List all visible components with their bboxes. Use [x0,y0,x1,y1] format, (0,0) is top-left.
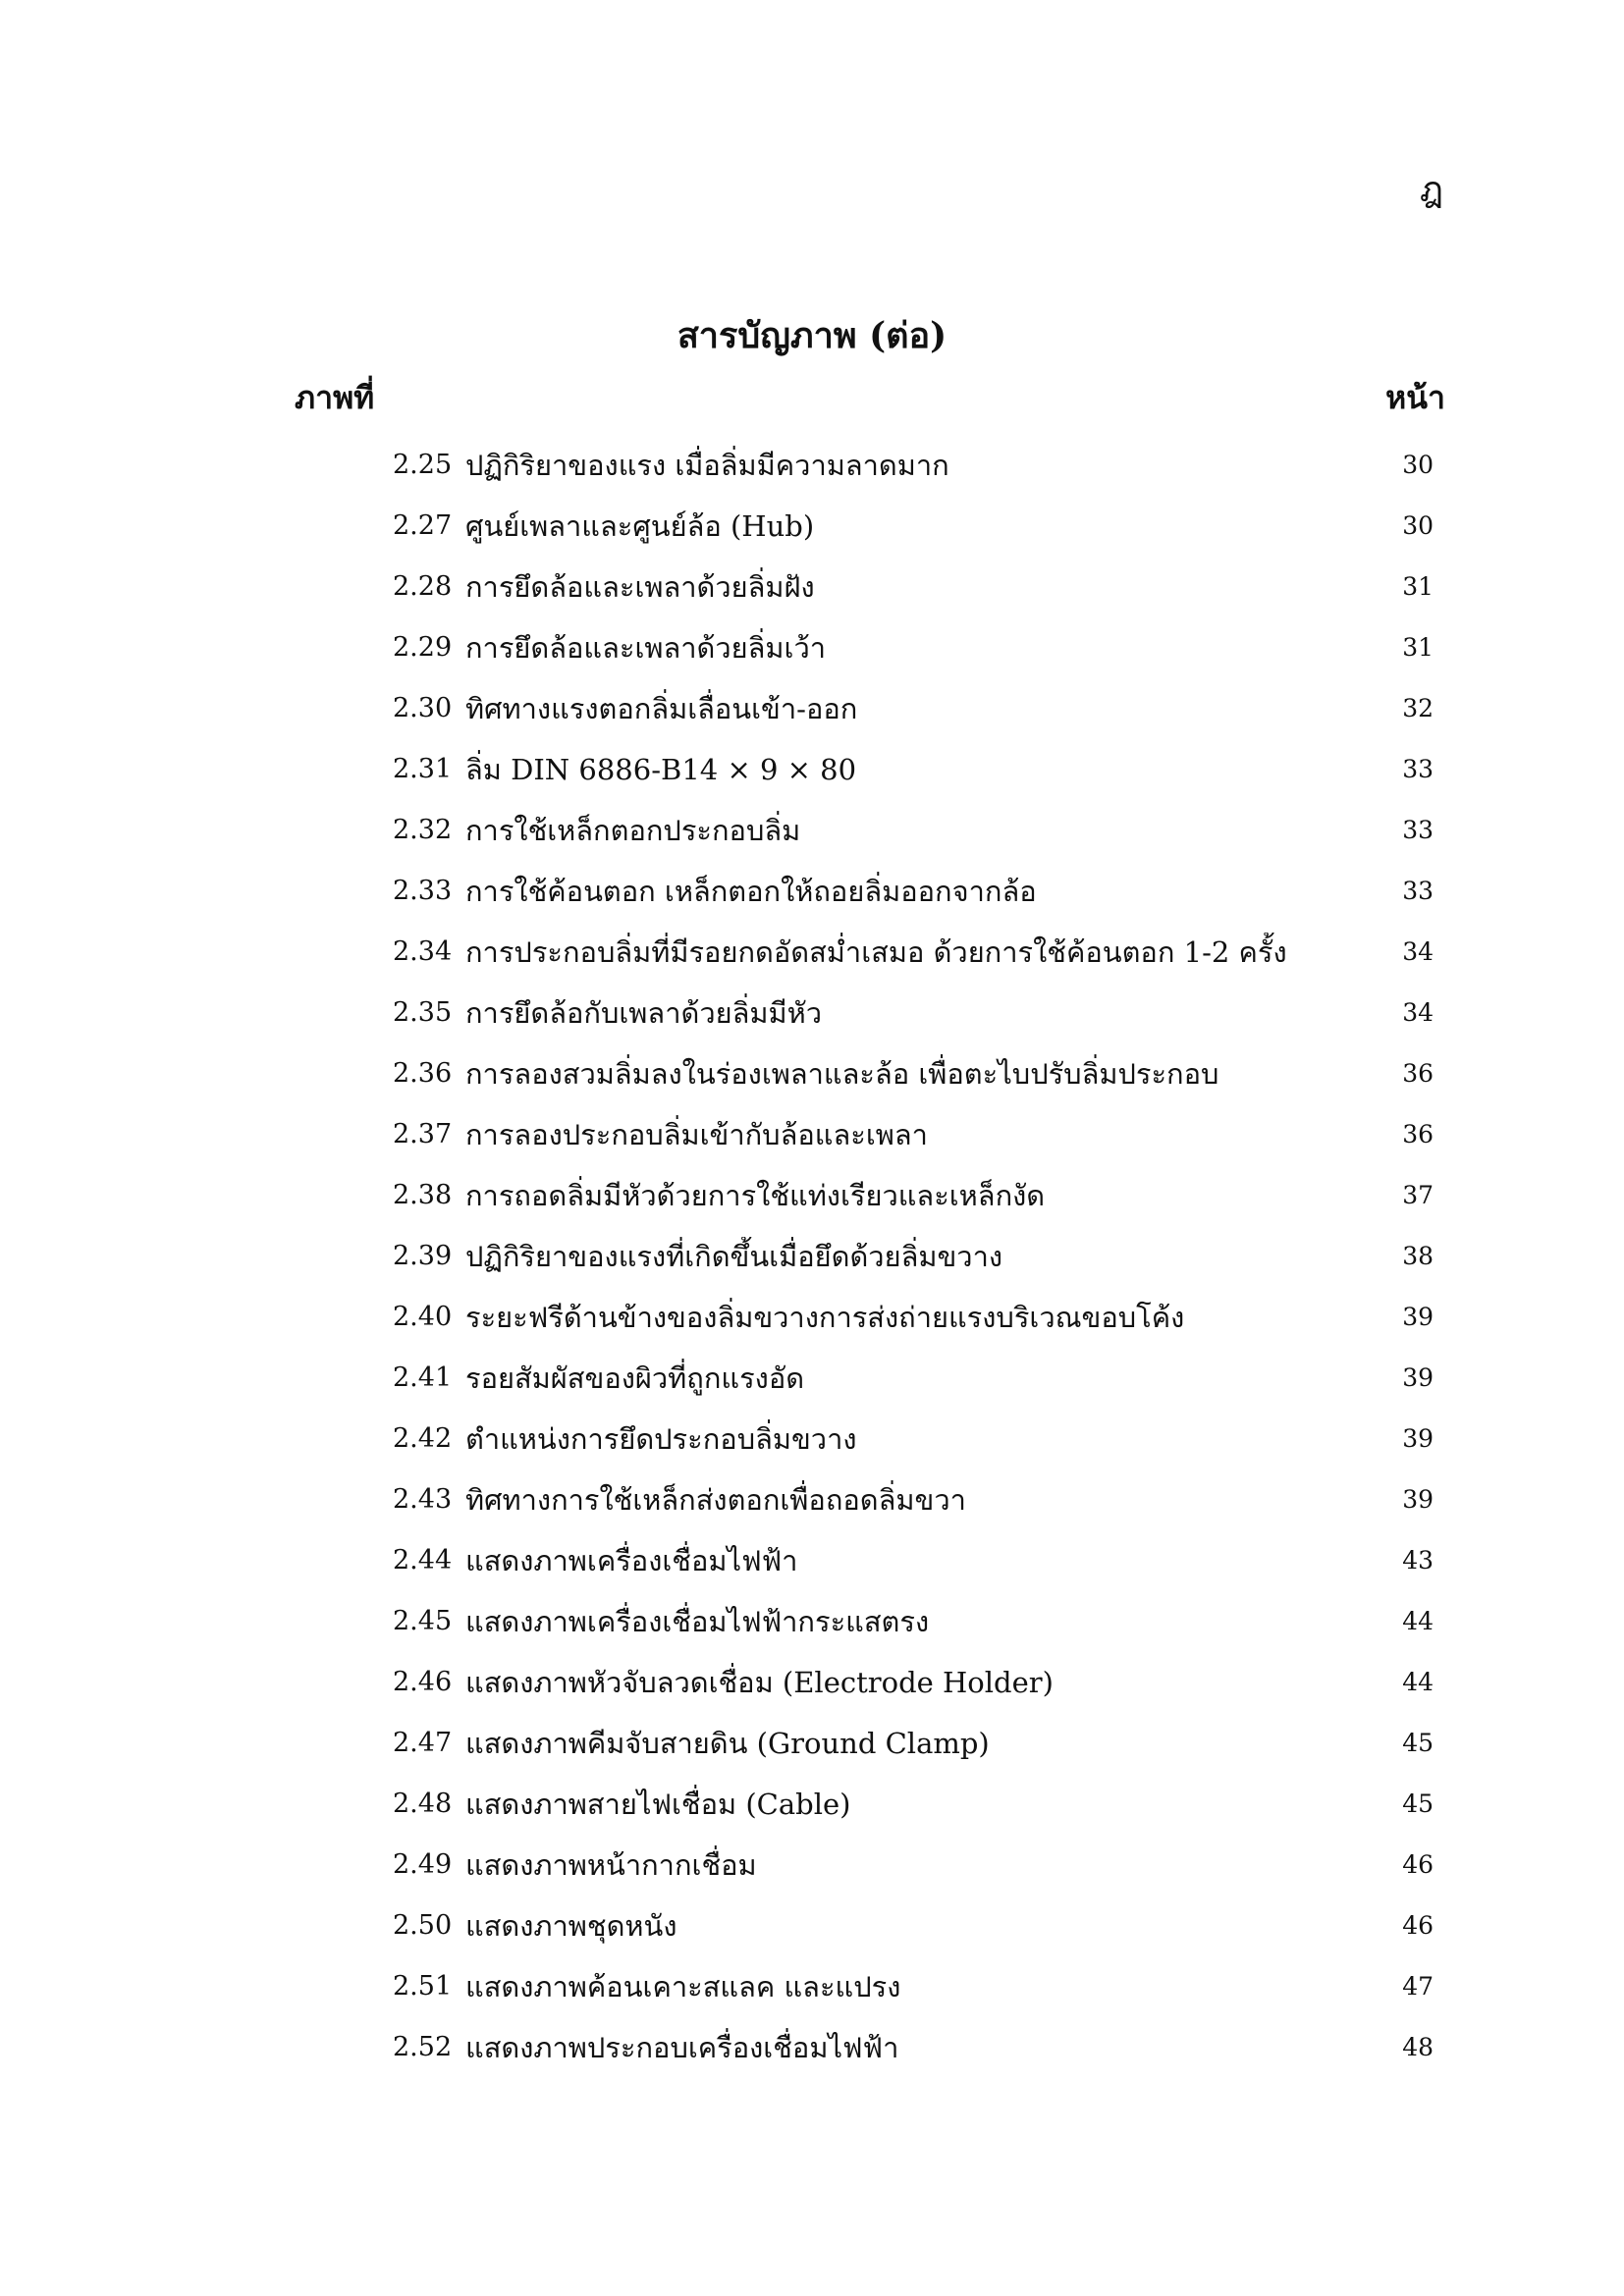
figure-page-number: 39 [1402,1424,1434,1453]
figure-caption: แสดงภาพเครื่องเชื่อมไฟฟ้ากระแสตรง [465,1605,930,1638]
figure-number: 2.49 [393,1849,453,1880]
figure-number: 2.40 [393,1302,453,1332]
list-item [393,2017,1434,2078]
figure-page-number: 47 [1402,1972,1434,2001]
list-item [393,496,1434,557]
list-item [393,1165,1434,1226]
figure-caption: ทิศทางการใช้เหล็กส่งตอกเพื่อถอดลิ่มขวา [465,1483,966,1517]
list-item [393,1530,1434,1591]
figure-number: 2.33 [393,876,453,906]
list-item [393,617,1434,678]
figure-caption: แสดงภาพหัวจับลวดเชื่อม (Electrode Holder) [465,1666,1054,1699]
list-item [393,1956,1434,2017]
figure-page-number: 46 [1402,1850,1434,1879]
figure-caption: การยึดล้อและเพลาด้วยลิ่มฝัง [465,570,815,604]
figure-number: 2.43 [393,1484,453,1515]
list-item [393,922,1434,983]
figure-number: 2.32 [393,815,453,845]
figure-caption: การประกอบลิ่มที่มีรอยกดอัดสม่ำเสมอ ด้วยการใช้ค้อนตอก 1-2 ครั้ง [465,935,1287,969]
list-item [393,1104,1434,1165]
figure-number: 2.29 [393,632,453,663]
list-item [393,1713,1434,1774]
list-item [393,1226,1434,1287]
figure-page-number: 36 [1402,1059,1434,1088]
figure-number: 2.37 [393,1119,453,1149]
figure-caption: ปฏิกิริยาของแรง เมื่อลิ่มมีความลาดมาก [465,449,949,482]
figure-page-number: 31 [1402,633,1434,662]
figure-caption: แสดงภาพประกอบเครื่องเชื่อมไฟฟ้า [465,2031,899,2064]
figure-page-number: 34 [1402,937,1434,966]
figure-caption: การลองสวมลิ่มลงในร่องเพลาและล้อ เพื่อตะไบปรับลิ่มประกอบ [465,1057,1219,1091]
figure-page-number: 45 [1402,1789,1434,1818]
figure-caption: ระยะฟรีด้านข้างของลิ่มขวางการส่งถ่ายแรงบริเวณขอบโค้ง [465,1301,1185,1334]
figure-page-number: 33 [1402,755,1434,783]
figure-page-number: 33 [1402,816,1434,844]
list-item [393,435,1434,496]
list-item [393,1348,1434,1409]
figure-page-number: 39 [1402,1303,1434,1331]
figure-caption: ทิศทางแรงตอกลิ่มเลื่อนเข้า-ออก [465,692,858,725]
figure-page-number: 30 [1402,511,1434,540]
figure-number: 2.47 [393,1728,453,1758]
figure-page-number: 39 [1402,1485,1434,1514]
figure-caption: รอยสัมผัสของผิวที่ถูกแรงอัด [465,1362,805,1395]
figure-caption: ปฏิกิริยาของแรงที่เกิดขึ้นเมื่อยึดด้วยลิ่มขวาง [465,1240,1003,1273]
figure-page-number: 44 [1402,1668,1434,1696]
figure-page-number: 39 [1402,1363,1434,1392]
figure-page-number: 31 [1402,572,1434,601]
list-item [393,1469,1434,1530]
figure-number: 2.45 [393,1606,453,1636]
figure-page-number: 46 [1402,1911,1434,1940]
figure-page-number: 38 [1402,1242,1434,1270]
figure-number: 2.35 [393,997,453,1028]
figure-caption: การยึดล้อกับเพลาด้วยลิ่มมีหัว [465,996,822,1030]
column-header-figure: ภาพที่ [295,379,375,416]
figure-number: 2.41 [393,1362,453,1393]
figure-caption: แสดงภาพสายไฟเชื่อม (Cable) [465,1788,851,1821]
list-item [393,1652,1434,1713]
figure-page-number: 34 [1402,998,1434,1027]
figure-caption: ศูนย์เพลาและศูนย์ล้อ (Hub) [465,509,815,543]
list-item [393,800,1434,861]
figure-number: 2.42 [393,1423,453,1454]
figure-page-number: 32 [1402,694,1434,722]
list-item [393,1409,1434,1469]
column-header-page: หน้า [1385,379,1445,416]
figure-number: 2.34 [393,936,453,967]
figure-number: 2.27 [393,510,453,541]
figure-number: 2.48 [393,1789,453,1819]
figure-page-number: 30 [1402,451,1434,479]
figure-number: 2.50 [393,1910,453,1941]
list-item [393,1896,1434,1956]
figure-number: 2.36 [393,1058,453,1089]
list-item [393,1774,1434,1835]
figure-number: 2.46 [393,1667,453,1697]
figure-number: 2.51 [393,1971,453,2002]
figure-caption: การยึดล้อและเพลาด้วยลิ่มเว้า [465,631,827,665]
figure-caption: แสดงภาพเครื่องเชื่อมไฟฟ้า [465,1544,798,1577]
figure-caption: การถอดลิ่มมีหัวด้วยการใช้แท่งเรียวและเหล็กงัด [465,1179,1046,1212]
list-item [393,861,1434,922]
list-item [393,1043,1434,1104]
figure-page-number: 43 [1402,1546,1434,1575]
list-item [393,557,1434,617]
figure-page-number: 33 [1402,877,1434,905]
list-item [393,1835,1434,1896]
figure-number: 2.31 [393,754,453,784]
figure-page-number: 36 [1402,1120,1434,1148]
list-item [393,739,1434,800]
figure-page-number: 44 [1402,1607,1434,1635]
figure-number: 2.25 [393,450,453,480]
figure-number: 2.28 [393,571,453,602]
figure-caption: ตำแหน่งการยึดประกอบลิ่มขวาง [465,1422,857,1456]
list-item [393,983,1434,1043]
figure-number: 2.38 [393,1180,453,1210]
figure-caption: ลิ่ม DIN 6886-B14 × 9 × 80 [465,753,857,786]
figure-number: 2.44 [393,1545,453,1575]
list-item [393,678,1434,739]
page-number: ฎ [1419,170,1443,210]
list-item [393,1591,1434,1652]
list-item [393,1287,1434,1348]
figure-page-number: 48 [1402,2033,1434,2061]
figure-list [393,435,1434,2078]
figure-caption: แสดงภาพชุดหนัง [465,1909,677,1943]
figure-number: 2.39 [393,1241,453,1271]
figure-caption: การใช้เหล็กตอกประกอบลิ่ม [465,814,801,847]
figure-page-number: 37 [1402,1181,1434,1209]
figure-number: 2.52 [393,2032,453,2062]
figure-number: 2.30 [393,693,453,723]
figure-caption: แสดงภาพค้อนเคาะสแลค และแปรง [465,1970,901,2003]
figure-caption: แสดงภาพหน้ากากเชื่อม [465,1848,757,1882]
figure-caption: การใช้ค้อนตอก เหล็กตอกให้ถอยลิ่มออกจากล้อ [465,875,1037,908]
figure-caption: แสดงภาพคีมจับสายดิน (Ground Clamp) [465,1727,990,1760]
page-title: สารบัญภาพ (ต่อ) [677,315,947,356]
figure-page-number: 45 [1402,1729,1434,1757]
figure-caption: การลองประกอบลิ่มเข้ากับล้อและเพลา [465,1118,928,1151]
